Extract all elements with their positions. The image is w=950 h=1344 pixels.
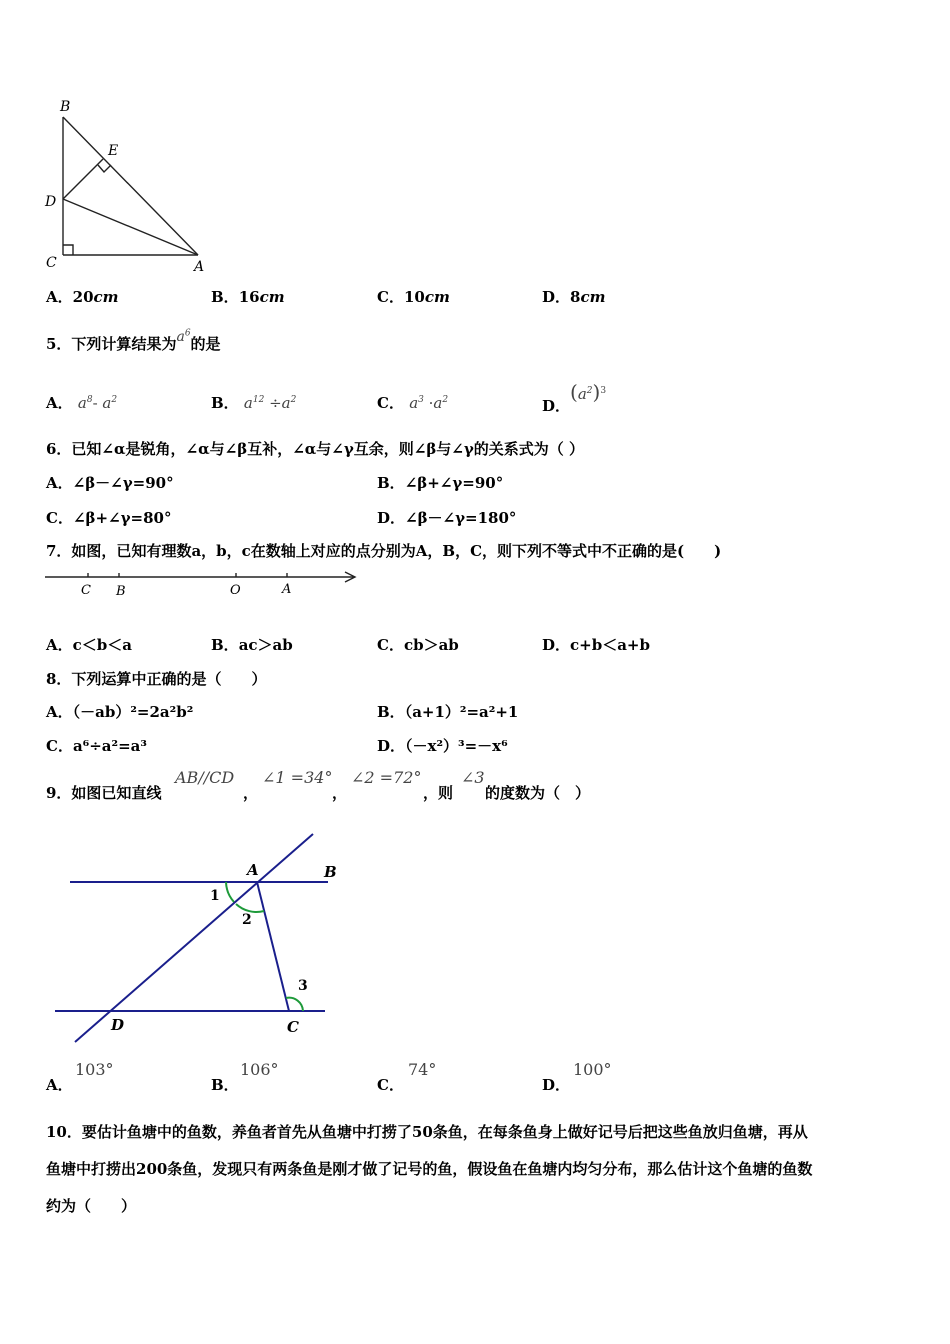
option-value: 16 <box>238 288 260 306</box>
number-line <box>40 566 365 600</box>
q9-sep2: ， <box>332 784 348 802</box>
fig9-label-B: B <box>324 863 337 881</box>
option-letter: B． <box>211 288 239 306</box>
q8-option-c: C．a⁶÷a²=a³ <box>46 737 147 755</box>
q10-line-3: 约为（ ） <box>46 1197 137 1215</box>
q9-option-b-value: 106° <box>240 1060 279 1079</box>
option-value: 20 <box>72 288 94 306</box>
fig9-label-2: 2 <box>242 912 252 928</box>
q7-option-d: D．c+b＜a+b <box>542 636 650 654</box>
fig9-label-C: C <box>287 1018 299 1036</box>
q9-angle2: ∠2 =72° <box>351 768 422 787</box>
q5-option-a: A． $a^8-$ $a^2$ <box>46 394 118 412</box>
q5-prefix: 5．下列计算结果为 <box>46 335 177 353</box>
fig9-label-1: 1 <box>210 888 220 904</box>
option-unit: cm <box>580 288 606 306</box>
q5-option-c: C． $a^3 \cdot a^2$ <box>377 394 449 412</box>
option-value: 10 <box>403 288 425 306</box>
q4-option-b <box>211 286 285 307</box>
q10-line-2: 鱼塘中打捞出200条鱼，发现只有两条鱼是刚才做了记号的鱼，假设鱼在鱼塘内均匀分布，那么估计这个鱼塘的鱼数 <box>46 1160 813 1178</box>
q4-option-c <box>377 286 450 307</box>
q6-option-b: B．∠β+∠γ=90° <box>377 474 504 492</box>
option-unit: cm <box>93 288 119 306</box>
option-unit: cm <box>424 288 450 306</box>
q10-line-1: 10．要估计鱼塘中的鱼数，养鱼者首先从鱼塘中打捞了50条鱼，在每条鱼身上做好记号后把这些鱼放归鱼塘，再从 <box>46 1123 808 1141</box>
q7-stem: 7．如图，已知有理数a，b，c在数轴上对应的点分别为A，B，C，则下列不等式中不正确的是( ) <box>46 542 722 560</box>
q4-option-d <box>542 286 605 307</box>
q9-option-c-value: 74° <box>408 1060 437 1079</box>
label-A: A <box>194 259 205 275</box>
label-B: B <box>60 99 71 115</box>
option-letter: C． <box>377 288 404 306</box>
option-value: 8 <box>570 288 581 306</box>
q6-option-a: A．∠β－∠γ=90° <box>46 474 174 492</box>
q8-stem: 8．下列运算中正确的是（ ） <box>46 670 267 688</box>
q8-option-a: A．（－ab）²=2a²b² <box>46 703 194 721</box>
fig9-label-D: D <box>111 1016 125 1034</box>
q7-option-c: C．cb＞ab <box>377 636 459 654</box>
parallel-lines-figure <box>50 826 350 1046</box>
q7-option-b: B．ac＞ab <box>211 636 293 654</box>
axis-label-A: A <box>282 582 292 597</box>
option-letter: D． <box>542 288 571 306</box>
label-E: E <box>108 143 119 159</box>
label-D: D <box>45 194 57 210</box>
q9-prefix: 9．如图已知直线 <box>46 784 162 802</box>
option-unit: cm <box>259 288 285 306</box>
q7-option-a: A．c＜b＜a <box>46 636 132 654</box>
option-letter: A． <box>46 288 73 306</box>
triangle-figure <box>40 95 220 280</box>
q6-stem: 6．已知∠α是锐角，∠α与∠β互补，∠α与∠γ互余，则∠β与∠γ的关系式为（ ） <box>46 440 584 458</box>
q8-option-b: B．（a+1）²=a²+1 <box>377 703 519 721</box>
q9-sep1: ， <box>243 784 259 802</box>
q9-option-d: D． <box>542 1076 571 1094</box>
q9-angle3: ∠3 <box>461 768 485 787</box>
label-C: C <box>46 255 57 271</box>
q9-sep3: ，则 <box>423 784 454 802</box>
q4-option-a <box>46 286 119 307</box>
q5-option-b: B． $a^{12} \div a^2$ <box>211 394 297 412</box>
axis-label-B: B <box>116 584 126 599</box>
axis-label-O: O <box>230 583 241 598</box>
fig9-label-A: A <box>247 861 259 879</box>
q9-parallel: AB//CD <box>175 768 235 787</box>
axis-label-C: C <box>81 583 91 598</box>
q9-option-d-value: 100° <box>573 1060 612 1079</box>
q9-option-a-value: 103° <box>75 1060 114 1079</box>
q5-expr: $a^6$ <box>176 328 191 345</box>
q5-option-d: D．$(a^2)^3$ <box>542 380 607 415</box>
q8-option-d: D．（－x²）³=－x⁶ <box>377 737 508 755</box>
q9-option-c: C． <box>377 1076 404 1094</box>
q6-option-d: D．∠β－∠γ=180° <box>377 509 517 527</box>
q6-option-c: C．∠β+∠γ=80° <box>46 509 172 527</box>
q9-option-a: A． <box>46 1076 73 1094</box>
q9-suffix: 的度数为（ ） <box>485 784 591 802</box>
q5-suffix: 的是 <box>190 335 221 353</box>
q9-angle1: ∠1 =34° <box>262 768 333 787</box>
q9-option-b: B． <box>211 1076 239 1094</box>
fig9-label-3: 3 <box>298 978 308 994</box>
q5-stem <box>46 328 221 354</box>
